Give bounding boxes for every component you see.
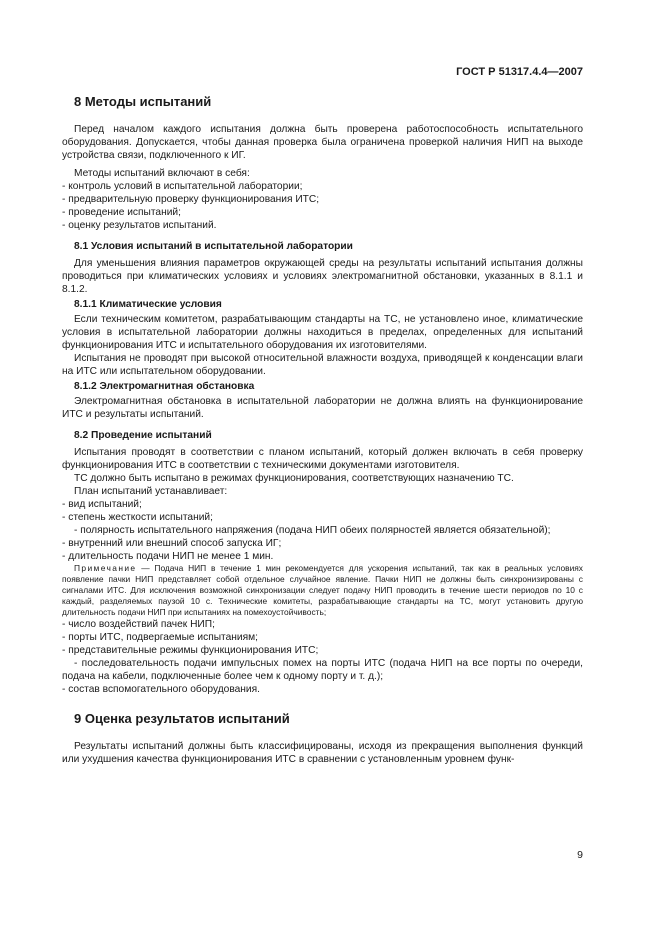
list-item: - представительные режимы функционирования ИТС; <box>62 645 319 656</box>
list-item: - проведение испытаний; <box>62 207 181 218</box>
paragraph: Электромагнитная обстановка в испытательной лаборатории не должна влиять на функционирование ИТС и результаты испытаний. <box>62 396 583 420</box>
paragraph: Испытания проводят в соответствии с планом испытаний, который должен включать в себя проверку функционирования ИТС в соответствии с техническими документами изготовителя. <box>62 447 583 471</box>
list-item: - степень жесткости испытаний; <box>62 512 213 523</box>
subsection-8-1-1-heading: 8.1.1 Климатические условия <box>74 299 222 310</box>
note-text: — Подача НИП в течение 1 мин рекомендуется для ускорения испытаний, так как в реальных условиях появление пачки НИП представляет собой отдельное случайное явление. Пачки НИП не должны быть синхронизированы с сигналами ИТС. Для исключения возможной синхронизации следует подачу НИП проводить в течение шести периодов по 10 с каждый, разделяемых паузой 10 с. Технические комитеты, разрабатывающие стандарты на ТС, могут установить другую длительность подачи НИП при испытаниях на помехоустойчивость; <box>62 563 583 617</box>
list-item: - последовательность подачи импульсных помех на порты ИТС (подача НИП на все порты по очереди, подача на кабели, подключенные более чем к одному порту и т. д.); <box>62 658 583 682</box>
list-item: - длительность подачи НИП не менее 1 мин. <box>62 551 274 562</box>
subsection-8-1-heading: 8.1 Условия испытаний в испытательной лаборатории <box>74 241 353 252</box>
paragraph: Перед началом каждого испытания должна быть проверена работоспособность испытательного оборудования. Допускается, чтобы данная проверка была ограничена проверкой наличия НИП на выходе устройства связи, подключенного к ИГ. <box>62 124 583 161</box>
section-8-heading: 8 Методы испытаний <box>74 94 212 109</box>
list-item: - полярность испытательного напряжения (подача НИП обеих полярностей является обязательной); <box>74 525 551 536</box>
paragraph: Если техническим комитетом, разрабатывающим стандарты на ТС, не установлено иное, климатические условия в испытательной лаборатории должны находиться в пределах, определенных для испытаний функционирования ИТС и испытательного оборудования их изготовителями. <box>62 314 583 351</box>
paragraph: Для уменьшения влияния параметров окружающей среды на результаты испытаний испытания должны проводиться при климатических условиях и условиях электромагнитной обстановки, указанных в 8.1.1 и 8.1.2. <box>62 258 583 295</box>
list-item: - внутренний или внешний способ запуска ИГ; <box>62 538 282 549</box>
list-item: - порты ИТС, подвергаемые испытаниям; <box>62 632 258 643</box>
list-item: - состав вспомогательного оборудования. <box>62 684 260 695</box>
list-item: - число воздействий пачек НИП; <box>62 619 215 630</box>
list-item: - предварительную проверку функционирования ИТС; <box>62 194 320 205</box>
methods-list <box>62 180 583 232</box>
plan-list-a <box>62 498 583 563</box>
list-item: - оценку результатов испытаний. <box>62 220 217 231</box>
subsection-8-2-heading: 8.2 Проведение испытаний <box>74 430 212 441</box>
paragraph: План испытаний устанавливает: <box>74 486 228 497</box>
section-9-heading: 9 Оценка результатов испытаний <box>74 711 290 726</box>
paragraph: ТС должно быть испытано в режимах функционирования, соответствующих назначению ТС. <box>74 473 514 484</box>
list-item: - контроль условий в испытательной лаборатории; <box>62 181 303 192</box>
note <box>62 563 583 618</box>
page-number: 9 <box>577 849 583 861</box>
subsection-8-1-2-heading: 8.1.2 Электромагнитная обстановка <box>74 381 255 392</box>
plan-list-b <box>62 618 583 696</box>
document-code: ГОСТ Р 51317.4.4—2007 <box>456 66 583 78</box>
paragraph: Испытания не проводят при высокой относительной влажности воздуха, приводящей к конденсации влаги на ИТС или испытательном оборудовании. <box>62 353 583 377</box>
paragraph: Методы испытаний включают в себя: <box>74 168 250 179</box>
note-label: Примечание <box>74 563 137 573</box>
paragraph: Результаты испытаний должны быть классифицированы, исходя из прекращения выполнения функций или ухудшения качества функционирования ИТС в сравнении с установленным уровнем функ- <box>62 741 583 765</box>
list-item: - вид испытаний; <box>62 499 142 510</box>
page-content <box>62 94 583 766</box>
